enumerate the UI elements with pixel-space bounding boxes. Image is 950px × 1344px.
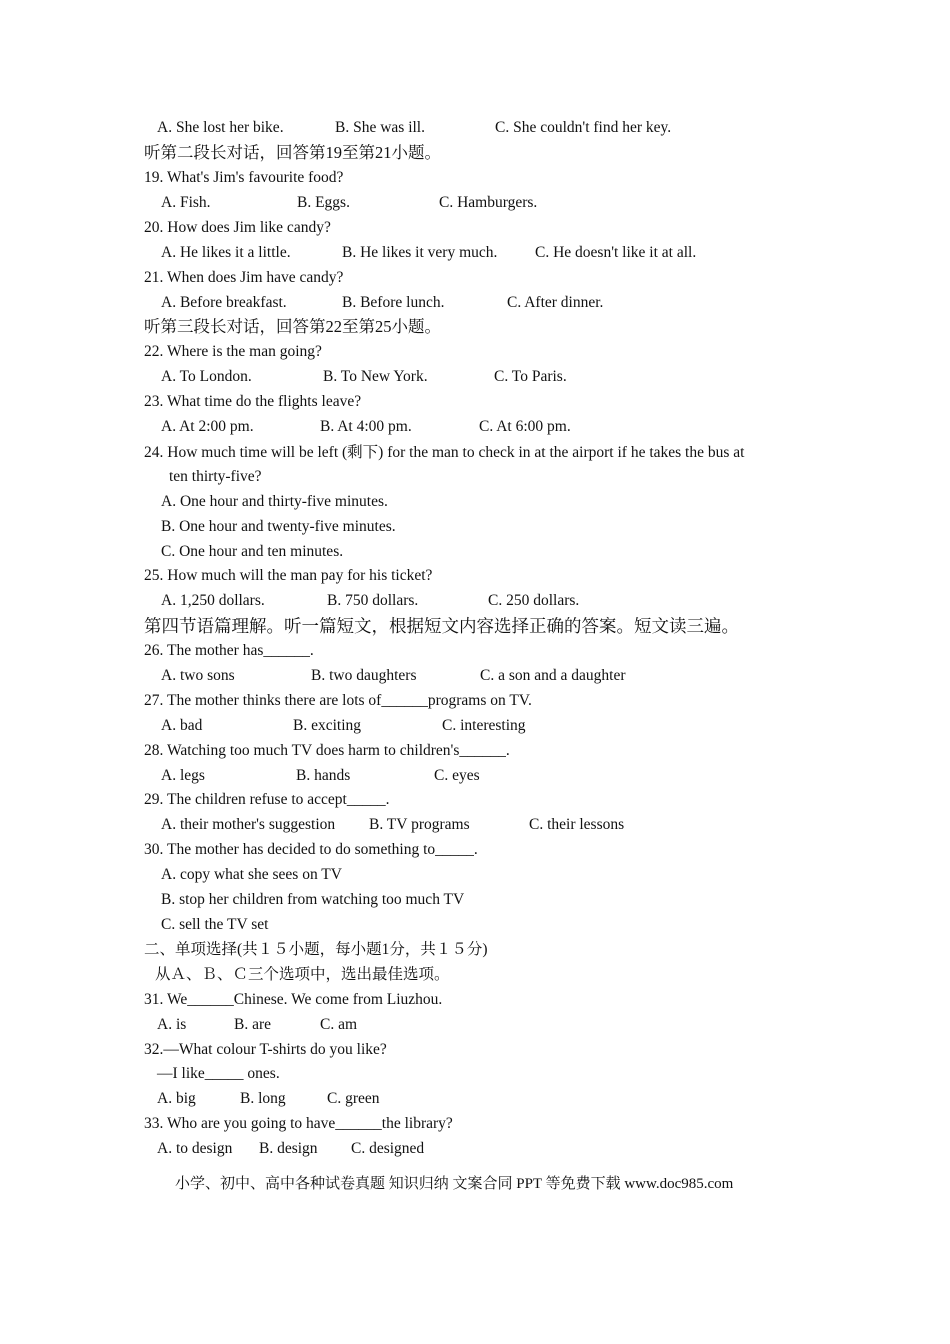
q26-option-c: C. a son and a daughter xyxy=(480,667,626,684)
q32-answer-line xyxy=(157,1064,280,1084)
q27-option-a: A. bad xyxy=(161,717,203,734)
q25-stem: 25. How much will the man pay for his ticket? xyxy=(144,567,433,584)
q28-stem-end: . xyxy=(505,742,510,759)
q26-stem-end: . xyxy=(309,642,314,659)
q27-option-c: C. interesting xyxy=(442,717,526,734)
q30-option-c: C. sell the TV set xyxy=(161,916,269,933)
q23-option-b: B. At 4:00 pm. xyxy=(320,418,412,435)
q27-stem-end: programs on TV. xyxy=(427,692,532,709)
q32-option-c: C. green xyxy=(327,1090,380,1107)
q27-stem-text: 27. The mother thinks there are lots of xyxy=(144,692,382,709)
q25-option-a: A. 1,250 dollars. xyxy=(161,592,265,609)
q31-blank: ______ xyxy=(187,991,234,1008)
q32-option-a: A. big xyxy=(157,1090,196,1107)
q19-stem: 19. What's Jim's favourite food? xyxy=(144,169,344,186)
q26-blank: ______ xyxy=(263,642,310,659)
q27-stem xyxy=(144,691,532,711)
q33-stem xyxy=(144,1114,453,1134)
section2-heading: 听第二段长对话，回答第19至第21小题。 xyxy=(144,143,441,162)
q24-option-a: A. One hour and thirty-five minutes. xyxy=(161,493,388,510)
q31-stem-end: Chinese. We come from Liuzhou. xyxy=(233,991,443,1008)
q29-stem-end: . xyxy=(385,791,390,808)
q30-stem-text: 30. The mother has decided to do something to xyxy=(144,841,436,858)
q30-option-a: A. copy what she sees on TV xyxy=(161,866,342,883)
q29-stem xyxy=(144,790,389,810)
q33-option-c: C. designed xyxy=(351,1140,425,1157)
q28-option-a: A. legs xyxy=(161,767,205,784)
q32-blank: _____ xyxy=(204,1065,244,1082)
q32-stem: 32.—What colour T-shirts do you like? xyxy=(144,1041,387,1058)
q21-option-b: B. Before lunch. xyxy=(342,294,445,311)
q19-option-c: C. Hamburgers. xyxy=(439,194,538,211)
q30-option-b: B. stop her children from watching too much TV xyxy=(161,891,465,908)
q28-blank: ______ xyxy=(459,742,506,759)
q26-option-a: A. two sons xyxy=(161,667,235,684)
section4-heading: 第四节语篇理解。听一篇短文，根据短文内容选择正确的答案。短文读三遍。 xyxy=(144,616,739,636)
q22-option-a: A. To London. xyxy=(161,368,252,385)
q30-stem xyxy=(144,840,478,860)
q32-option-b: B. long xyxy=(240,1090,286,1107)
q29-option-b: B. TV programs xyxy=(369,816,470,833)
q26-option-b: B. two daughters xyxy=(311,667,417,684)
q21-option-c: C. After dinner. xyxy=(507,294,604,311)
q33-stem-text: 33. Who are you going to have xyxy=(144,1115,336,1132)
q29-option-a: A. their mother's suggestion xyxy=(161,816,336,833)
q29-option-c: C. their lessons xyxy=(529,816,625,833)
part2-heading: 二、单项选择(共１５小题，每小题1分，共１５分) xyxy=(144,941,488,958)
q24-option-c: C. One hour and ten minutes. xyxy=(161,543,344,560)
q20-option-a: A. He likes it a little. xyxy=(161,244,291,261)
page-footer: 小学、初中、高中各种试卷真题 知识归纳 文案合同 PPT 等免费下载 www.doc985.com xyxy=(175,1176,734,1192)
q22-option-b: B. To New York. xyxy=(323,368,428,385)
q31-option-c: C. am xyxy=(320,1016,358,1033)
section3-heading: 听第三段长对话，回答第22至第25小题。 xyxy=(144,317,441,336)
q28-stem xyxy=(144,741,510,761)
q19-option-b: B. Eggs. xyxy=(297,194,350,211)
q22-stem: 22. Where is the man going? xyxy=(144,343,322,360)
q27-blank: ______ xyxy=(381,692,428,709)
q33-option-a: A. to design xyxy=(157,1140,233,1157)
q28-stem-text: 28. Watching too much TV does harm to children's xyxy=(144,742,460,759)
q28-option-c: C. eyes xyxy=(434,767,480,784)
q23-option-a: A. At 2:00 pm. xyxy=(161,418,254,435)
q21-stem: 21. When does Jim have candy? xyxy=(144,269,344,286)
q29-blank: _____ xyxy=(346,791,386,808)
q32-answer-pre: —I like xyxy=(157,1065,205,1082)
q19-option-a: A. Fish. xyxy=(161,194,211,211)
q31-option-a: A. is xyxy=(157,1016,187,1033)
q20-option-c: C. He doesn't like it at all. xyxy=(535,244,697,261)
q32-answer-post: ones. xyxy=(243,1065,280,1082)
q23-stem: 23. What time do the flights leave? xyxy=(144,393,362,410)
q27-option-b: B. exciting xyxy=(293,717,362,734)
q31-option-b: B. are xyxy=(234,1016,272,1033)
q21-option-a: A. Before breakfast. xyxy=(161,294,287,311)
q30-stem-end: . xyxy=(473,841,478,858)
q24-option-b: B. One hour and twenty-five minutes. xyxy=(161,518,396,535)
q22-option-c: C. To Paris. xyxy=(494,368,567,385)
q31-stem-text: 31. We xyxy=(144,991,188,1008)
q31-stem xyxy=(144,990,442,1010)
q33-stem-end: the library? xyxy=(381,1115,453,1132)
q23-option-c: C. At 6:00 pm. xyxy=(479,418,571,435)
q26-stem-text: 26. The mother has xyxy=(144,642,264,659)
q30-blank: _____ xyxy=(435,841,474,858)
q33-option-b: B. design xyxy=(259,1140,318,1157)
q18-option-a: A. She lost her bike. xyxy=(157,119,284,136)
q18-option-c: C. She couldn't find her key. xyxy=(495,119,672,136)
q26-stem xyxy=(144,641,314,661)
q24-stem-line2: ten thirty-five? xyxy=(169,468,262,485)
part2-instruction: 从Ａ、Ｂ、Ｃ三个选项中，选出最佳选项。 xyxy=(155,966,450,983)
q24-stem-line1: 24. How much time will be left (剩下) for the man to check in at the airport if he takes the bus at xyxy=(144,444,745,461)
q28-option-b: B. hands xyxy=(296,767,351,784)
q18-option-b: B. She was ill. xyxy=(335,119,425,136)
q25-option-c: C. 250 dollars. xyxy=(488,592,580,609)
q20-stem: 20. How does Jim like candy? xyxy=(144,219,331,236)
q25-option-b: B. 750 dollars. xyxy=(327,592,419,609)
q29-stem-text: 29. The children refuse to accept xyxy=(144,791,347,808)
q20-option-b: B. He likes it very much. xyxy=(342,244,498,261)
q33-blank: ______ xyxy=(335,1115,382,1132)
